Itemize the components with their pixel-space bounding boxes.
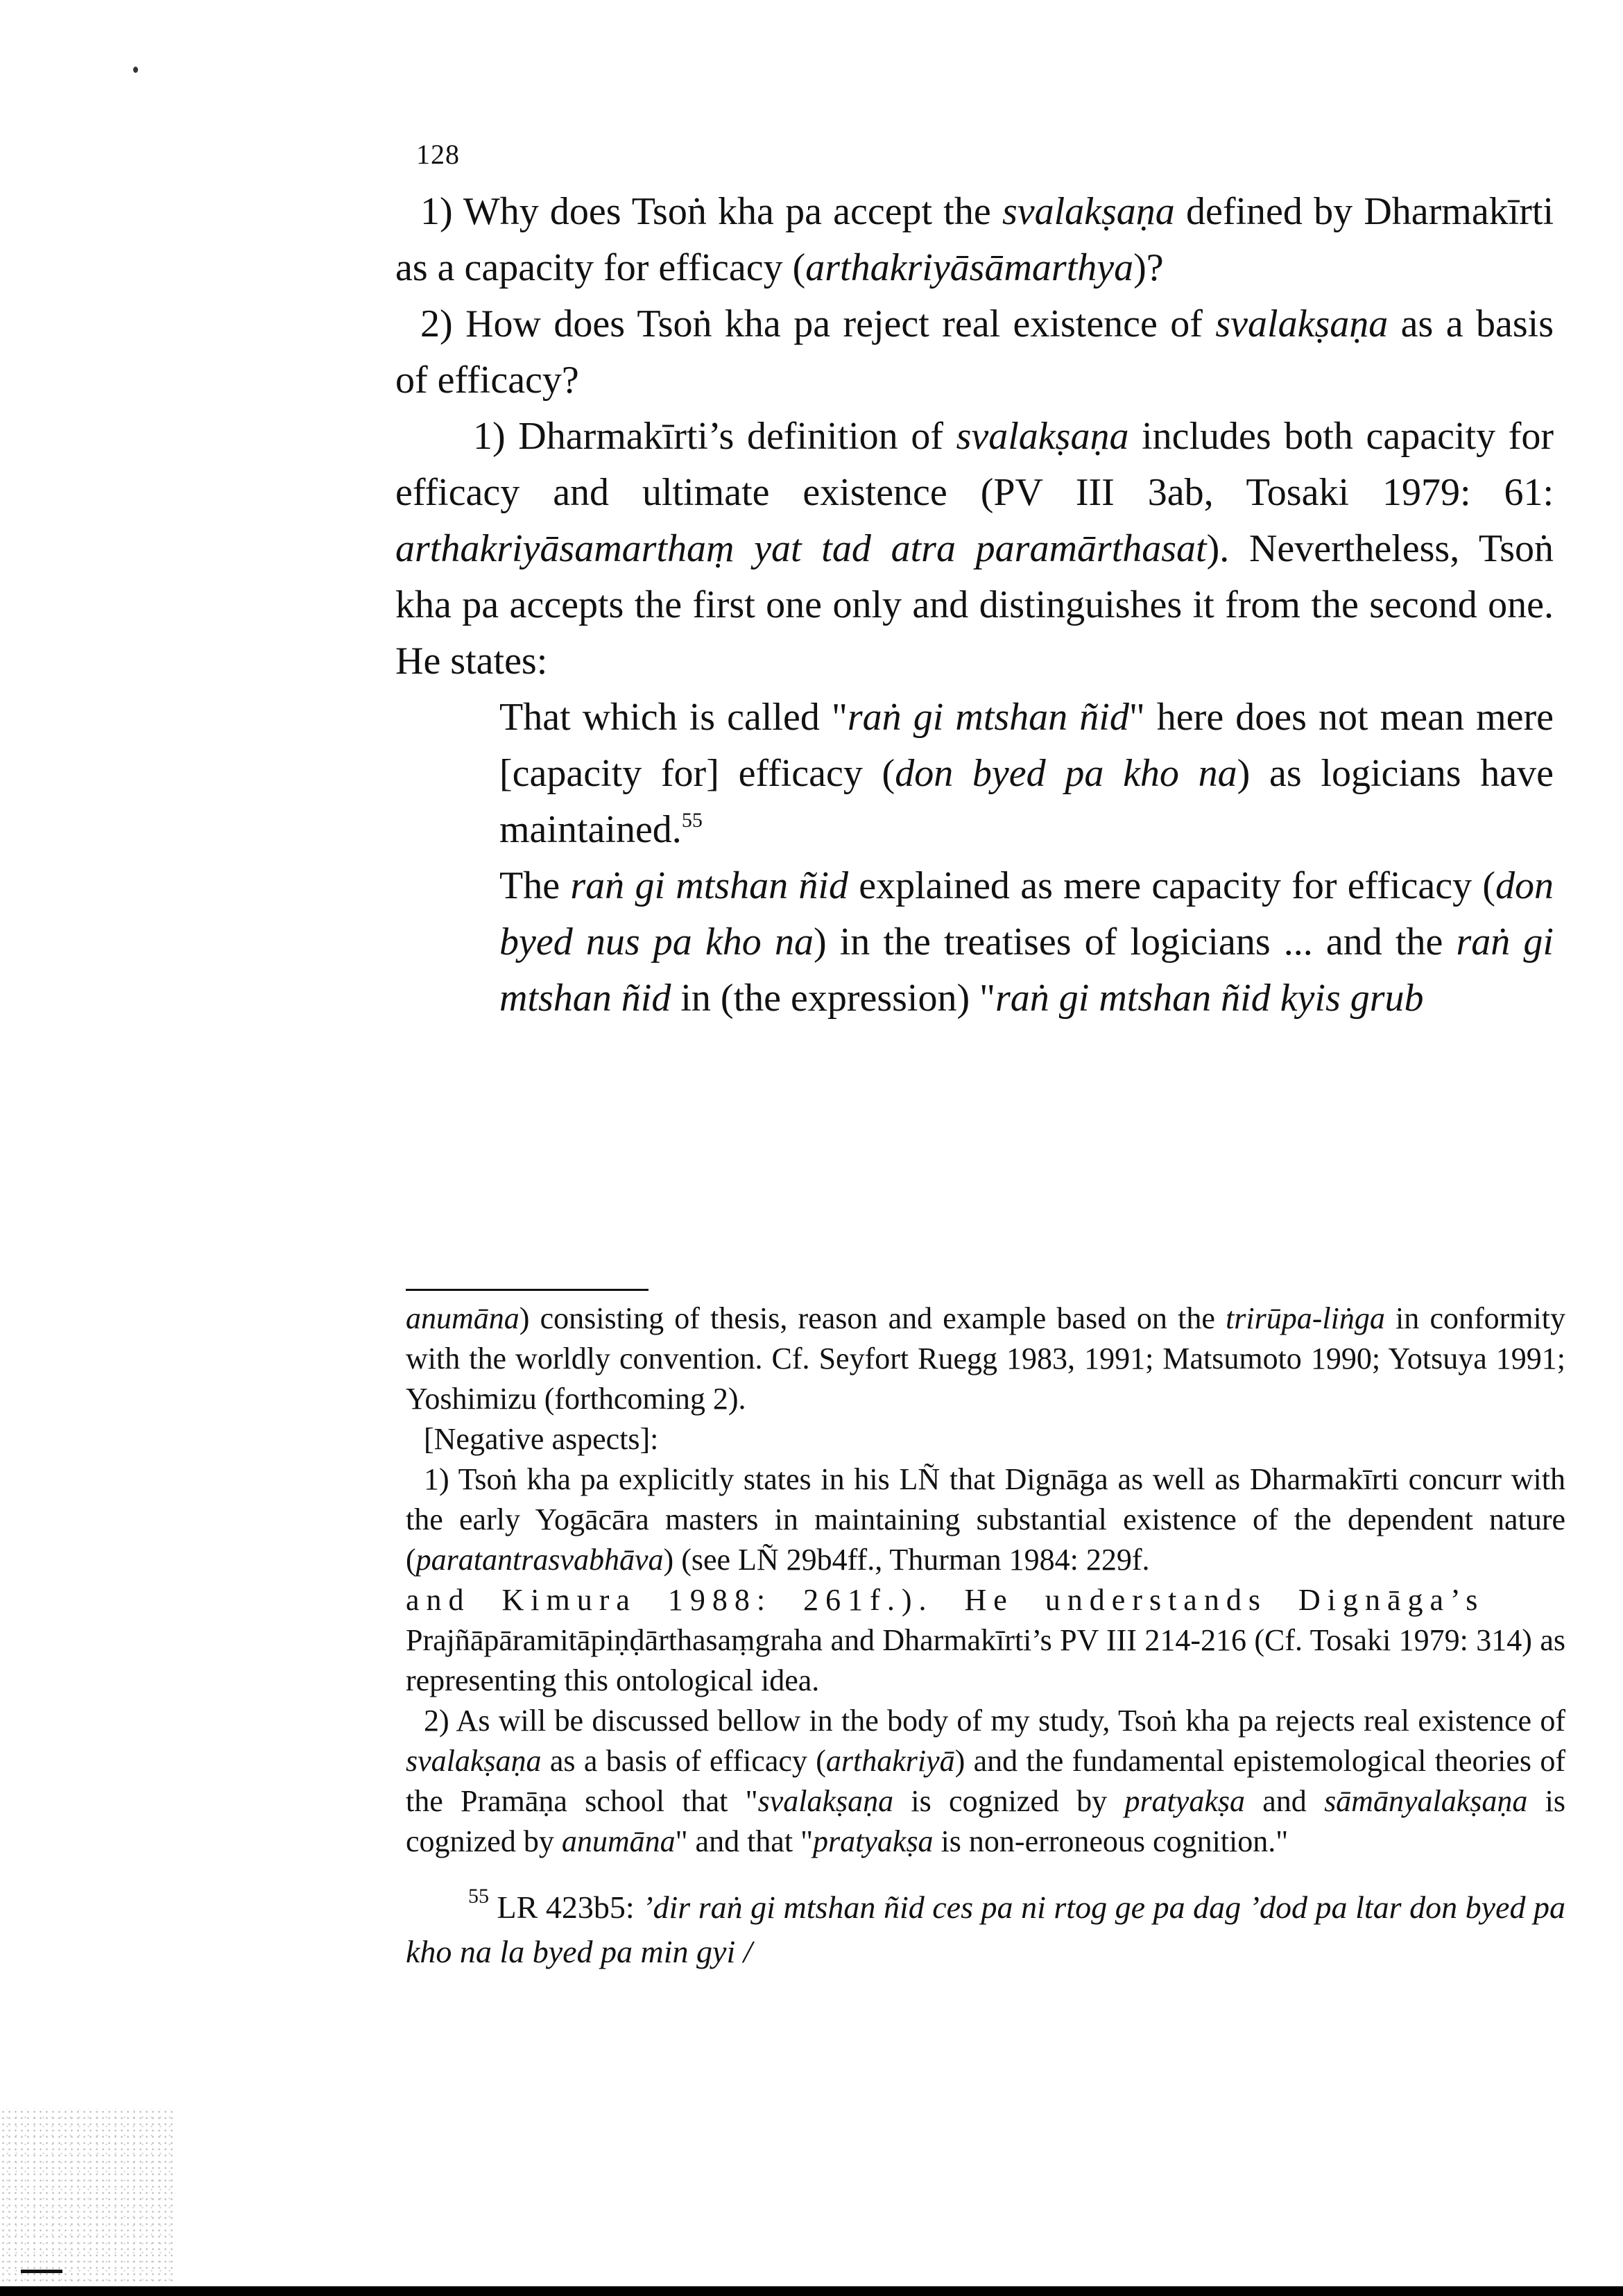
scan-speck	[133, 67, 138, 73]
block-quote-1: That which is called "raṅ gi mtshan ñid" here does not mean mere [capacity for] efficacy (don byed pa kho na) as logicians have maintained.$^{55}$	[499, 696, 1554, 851]
scan-noise	[0, 2109, 173, 2282]
footnotes	[406, 1299, 1565, 1974]
page-number: 128	[416, 139, 460, 170]
body-paragraph: 1) Dharmakīrti’s definition of svalakṣaṇa includes both capacity for efficacy and ultimate existence (PV III 3ab, Tosaki 1979: 61: arthakriyāsamarthaṃ yat tad atra paramārthasat). Nevertheless, Tsoṅ kha pa accepts the first one only and distinguishes it from the second one. He states:	[395, 415, 1554, 683]
negative-aspect-2: 2) As will be discussed bellow in the body of my study, Tsoṅ kha pa rejects real existence of svalakṣaṇa as a basis of efficacy (arthakriyā) and the fundamental epistemological theories of the Pramāṇa school that "svalakṣaṇa is cognized by pratyakṣa and sāmānyalakṣaṇa is cognized by anumāna" and that "pratyakṣa is non-erroneous cognition."	[406, 1704, 1566, 1858]
question-1: 1) Why does Tsoṅ kha pa accept the svalakṣaṇa defined by Dharmakīrti as a capacity for efficacy (arthakriyāsāmarthya)?	[395, 190, 1554, 289]
block-quote-2: The raṅ gi mtshan ñid explained as mere capacity for efficacy (don byed nus pa kho na) in the treatises of logicians ... and the raṅ gi mtshan ñid in (the expression) "raṅ gi mtshan ñid kyis grub	[499, 864, 1554, 1020]
question-2: 2) How does Tsoṅ kha pa reject real existence of svalakṣaṇa as a basis of efficacy?	[395, 302, 1554, 402]
negative-aspects-heading: [Negative aspects]:	[424, 1422, 659, 1456]
footnote-continuation: anumāna) consisting of thesis, reason and example based on the trirūpa-liṅga in conformity with the worldly convention. Cf. Seyfort Ruegg 1983, 1991; Matsumoto 1990; Yotsuya 1991; Yoshimizu (forthcoming 2).	[406, 1301, 1565, 1416]
footnote-55-number: 55	[468, 1885, 489, 1908]
scan-bottom-edge	[0, 2286, 1623, 2296]
footnote-55: $^{55}$ LR 423b5: ’dir raṅ gi mtshan ñid ces pa ni rtog ge pa dag ’dod pa ltar don byed pa kho na la byed pa min gyi /	[406, 1885, 1565, 1969]
main-text	[395, 184, 1554, 1027]
footnote-divider	[406, 1289, 649, 1291]
negative-aspect-1: 1) Tsoṅ kha pa explicitly states in his LÑ that Dignāga as well as Dharmakīrti concurr with the early Yogācāra masters in maintaining substantial existence of the dependent nature (paratantrasvabhāva) (see LÑ 29b4ff., Thurman 1984: 229f. and Kimura 1988: 261f.). He understands Dignāga’s Prajñāpāramitāpiṇḍārthasaṃgraha and Dharmakīrti’s PV III 214-216 (Cf. Tosaki 1979: 314) as representing this ontological idea.	[406, 1462, 1565, 1697]
footnote-ref-55[interactable]: 55	[681, 809, 703, 832]
scan-mark	[21, 2270, 62, 2273]
